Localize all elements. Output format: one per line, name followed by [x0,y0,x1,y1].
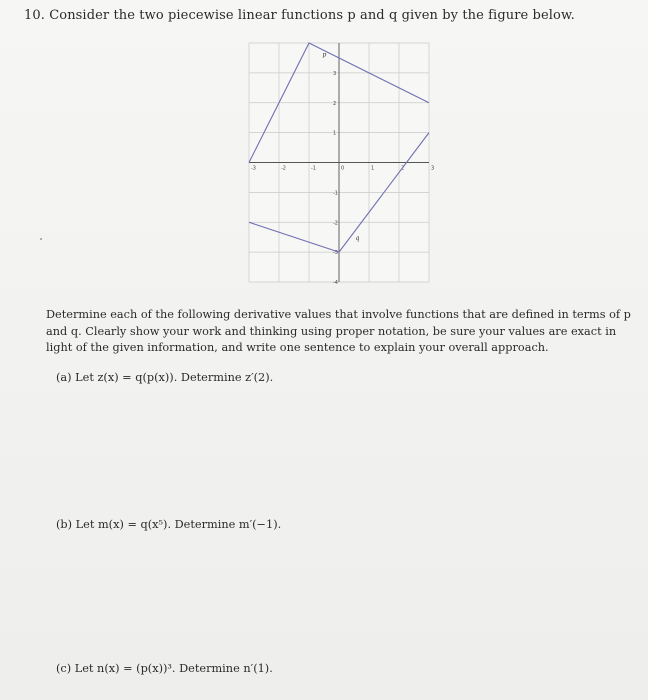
y-tick-label: 1 [333,130,337,137]
y-tick-label: 2 [333,100,337,107]
x-tick-label: 3 [431,165,435,172]
stray-mark [40,238,42,240]
x-tick-label: -1 [311,165,316,172]
y-tick-label: 3 [333,70,337,77]
x-tick-label: 1 [371,165,375,172]
x-tick-label: 2 [401,165,405,172]
part-c: (c) Let n(x) = (p(x))³. Determine n′(1). [56,662,273,675]
q-function-label: q [355,235,360,243]
p-function-label: p [322,51,327,59]
piecewise-graph [246,40,436,285]
x-tick-label: -2 [281,165,286,172]
x-tick-label: 0 [341,165,345,172]
question-text: Consider the two piecewise linear functions p and q given by the figure below. [49,8,575,23]
question-number: 10. [24,8,45,23]
y-tick-label: -4 [333,280,338,285]
question-prompt [24,8,575,23]
y-tick-label: -2 [333,220,338,227]
x-tick-label: -3 [251,165,256,172]
part-a: (a) Let z(x) = q(p(x)). Determine z′(2). [56,371,274,384]
part-b: (b) Let m(x) = q(x⁵). Determine m′(−1). [56,518,282,531]
instructions-paragraph: Determine each of the following derivative values that involve functions that are defined in terms of p and q. Clearly show your work and thinking using proper notation, be sure your values are exact in light of the given information, and write one sentence to explain your overall approach. [46,308,631,355]
y-tick-label: -3 [333,250,338,257]
y-tick-label: -1 [333,190,338,197]
